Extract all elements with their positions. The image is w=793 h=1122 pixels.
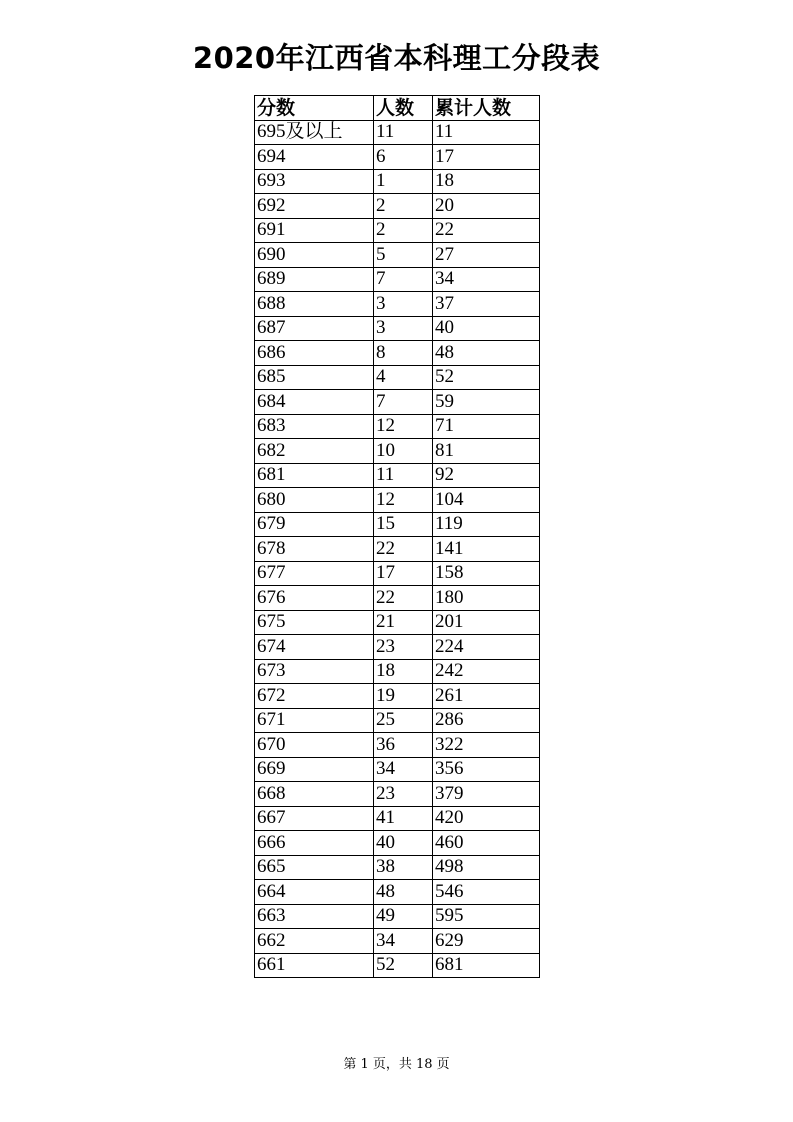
header-score: 分数	[255, 96, 374, 121]
cell-count: 38	[374, 855, 433, 880]
cell-score: 665	[255, 855, 374, 880]
cell-cumulative: 27	[433, 243, 540, 268]
page-title: 2020年江西省本科理工分段表	[192, 41, 601, 75]
cell-cumulative: 420	[433, 806, 540, 831]
cell-count: 22	[374, 586, 433, 611]
cell-cumulative: 17	[433, 145, 540, 170]
table-row	[255, 733, 540, 758]
cell-count: 19	[374, 684, 433, 709]
cell-count: 52	[374, 953, 433, 978]
table-body	[255, 120, 540, 978]
cell-cumulative: 460	[433, 831, 540, 856]
cell-count: 12	[374, 414, 433, 439]
cell-count: 34	[374, 757, 433, 782]
table-row	[255, 414, 540, 439]
table-row	[255, 512, 540, 537]
cell-score: 678	[255, 537, 374, 562]
cell-score: 677	[255, 561, 374, 586]
cell-cumulative: 261	[433, 684, 540, 709]
cell-count: 21	[374, 610, 433, 635]
cell-cumulative: 158	[433, 561, 540, 586]
cell-count: 40	[374, 831, 433, 856]
cell-cumulative: 595	[433, 904, 540, 929]
table-row	[255, 267, 540, 292]
cell-count: 49	[374, 904, 433, 929]
cell-cumulative: 629	[433, 929, 540, 954]
cell-cumulative: 20	[433, 194, 540, 219]
cell-cumulative: 71	[433, 414, 540, 439]
table-row	[255, 684, 540, 709]
cell-score: 679	[255, 512, 374, 537]
cell-count: 5	[374, 243, 433, 268]
table-row	[255, 537, 540, 562]
cell-cumulative: 18	[433, 169, 540, 194]
cell-count: 11	[374, 120, 433, 145]
cell-cumulative: 81	[433, 439, 540, 464]
table-row	[255, 831, 540, 856]
cell-score: 687	[255, 316, 374, 341]
table-row	[255, 194, 540, 219]
cell-count: 41	[374, 806, 433, 831]
cell-cumulative: 224	[433, 635, 540, 660]
cell-count: 15	[374, 512, 433, 537]
table-row	[255, 855, 540, 880]
cell-count: 17	[374, 561, 433, 586]
table-row	[255, 586, 540, 611]
cell-score: 670	[255, 733, 374, 758]
cell-score: 695及以上	[255, 120, 374, 145]
cell-score: 691	[255, 218, 374, 243]
cell-count: 6	[374, 145, 433, 170]
cell-count: 36	[374, 733, 433, 758]
cell-count: 7	[374, 390, 433, 415]
table-row	[255, 610, 540, 635]
cell-score: 664	[255, 880, 374, 905]
table-header	[255, 96, 540, 121]
cell-count: 23	[374, 782, 433, 807]
table-row	[255, 929, 540, 954]
cell-cumulative: 48	[433, 341, 540, 366]
cell-score: 674	[255, 635, 374, 660]
page-footer: 第 1 页，共 18 页	[343, 1057, 450, 1072]
cell-score: 690	[255, 243, 374, 268]
cell-cumulative: 681	[433, 953, 540, 978]
cell-cumulative: 546	[433, 880, 540, 905]
cell-score: 682	[255, 439, 374, 464]
cell-score: 668	[255, 782, 374, 807]
cell-score: 685	[255, 365, 374, 390]
cell-cumulative: 52	[433, 365, 540, 390]
cell-count: 18	[374, 659, 433, 684]
cell-score: 683	[255, 414, 374, 439]
cell-count: 23	[374, 635, 433, 660]
table-row	[255, 341, 540, 366]
table-row	[255, 953, 540, 978]
cell-score: 688	[255, 292, 374, 317]
cell-cumulative: 92	[433, 463, 540, 488]
cell-count: 10	[374, 439, 433, 464]
cell-score: 666	[255, 831, 374, 856]
cell-count: 4	[374, 365, 433, 390]
cell-score: 689	[255, 267, 374, 292]
cell-score: 680	[255, 488, 374, 513]
cell-score: 675	[255, 610, 374, 635]
cell-count: 11	[374, 463, 433, 488]
cell-score: 676	[255, 586, 374, 611]
table-row	[255, 782, 540, 807]
header-cumulative: 累计人数	[433, 96, 540, 121]
table-row	[255, 659, 540, 684]
table-row	[255, 292, 540, 317]
table-row	[255, 561, 540, 586]
cell-cumulative: 180	[433, 586, 540, 611]
cell-score: 693	[255, 169, 374, 194]
cell-cumulative: 119	[433, 512, 540, 537]
cell-cumulative: 59	[433, 390, 540, 415]
cell-count: 3	[374, 292, 433, 317]
table-row	[255, 757, 540, 782]
cell-cumulative: 11	[433, 120, 540, 145]
cell-cumulative: 141	[433, 537, 540, 562]
cell-cumulative: 498	[433, 855, 540, 880]
table-row	[255, 316, 540, 341]
table-row	[255, 439, 540, 464]
table-row	[255, 120, 540, 145]
cell-count: 7	[374, 267, 433, 292]
table-row	[255, 390, 540, 415]
cell-count: 1	[374, 169, 433, 194]
cell-cumulative: 104	[433, 488, 540, 513]
cell-count: 2	[374, 218, 433, 243]
table-header-row	[255, 96, 540, 121]
table-row	[255, 169, 540, 194]
cell-cumulative: 22	[433, 218, 540, 243]
table-row	[255, 218, 540, 243]
table-row	[255, 904, 540, 929]
cell-cumulative: 286	[433, 708, 540, 733]
cell-score: 673	[255, 659, 374, 684]
cell-score: 662	[255, 929, 374, 954]
header-count: 人数	[374, 96, 433, 121]
cell-score: 684	[255, 390, 374, 415]
table-row	[255, 708, 540, 733]
cell-count: 34	[374, 929, 433, 954]
table-row	[255, 365, 540, 390]
cell-count: 25	[374, 708, 433, 733]
cell-score: 692	[255, 194, 374, 219]
cell-count: 2	[374, 194, 433, 219]
table-row	[255, 635, 540, 660]
cell-count: 8	[374, 341, 433, 366]
table-row	[255, 463, 540, 488]
cell-score: 663	[255, 904, 374, 929]
cell-score: 672	[255, 684, 374, 709]
cell-count: 22	[374, 537, 433, 562]
cell-cumulative: 242	[433, 659, 540, 684]
cell-count: 48	[374, 880, 433, 905]
cell-cumulative: 40	[433, 316, 540, 341]
table-row	[255, 806, 540, 831]
cell-count: 12	[374, 488, 433, 513]
table-row	[255, 243, 540, 268]
cell-score: 669	[255, 757, 374, 782]
cell-cumulative: 37	[433, 292, 540, 317]
cell-score: 671	[255, 708, 374, 733]
cell-score: 686	[255, 341, 374, 366]
table-row	[255, 488, 540, 513]
cell-count: 3	[374, 316, 433, 341]
cell-score: 694	[255, 145, 374, 170]
cell-score: 681	[255, 463, 374, 488]
cell-cumulative: 356	[433, 757, 540, 782]
cell-cumulative: 379	[433, 782, 540, 807]
cell-cumulative: 34	[433, 267, 540, 292]
table-row	[255, 145, 540, 170]
cell-score: 667	[255, 806, 374, 831]
cell-cumulative: 201	[433, 610, 540, 635]
cell-score: 661	[255, 953, 374, 978]
table-row	[255, 880, 540, 905]
cell-cumulative: 322	[433, 733, 540, 758]
score-distribution-table	[254, 95, 540, 978]
